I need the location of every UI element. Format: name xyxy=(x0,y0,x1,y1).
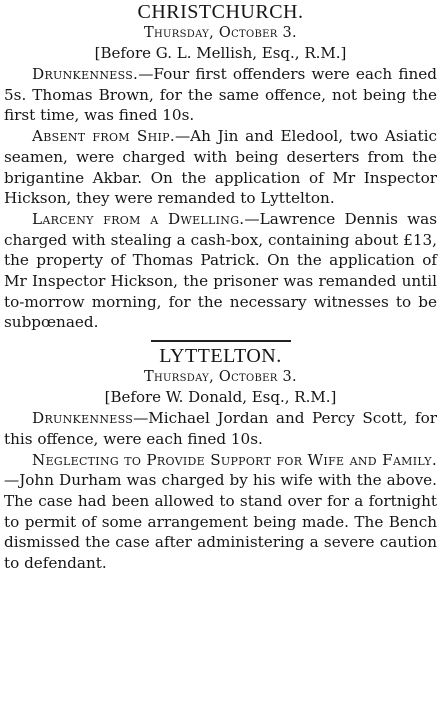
section-bench: [Before G. L. Mellish, Esq., R.M.] xyxy=(94,44,347,62)
entry-title: Drunkenness. xyxy=(32,65,139,83)
entry-text: —Four first offenders were each fined 5s. Thomas Brown, for the same offence, not being the first time, was fined 10s. xyxy=(4,65,437,125)
entry-neglecting-support xyxy=(4,450,437,574)
entry-drunkenness xyxy=(4,408,437,449)
entry-text: —Michael Jordan and Percy Scott, for this offence, were each fined 10s. xyxy=(4,409,437,448)
section-divider xyxy=(151,340,291,342)
entry-title: Larceny from a Dwelling. xyxy=(32,209,245,228)
entry-title: Drunkenness xyxy=(32,409,134,428)
section-heading: CHRISTCHURCH. xyxy=(137,1,304,23)
entry-text: —Ah Jin and Eledool, two Asiatic seamen, were charged with being deserters from the brigantine Akbar. On the application of Mr Inspector Hickson, they were remanded to Lyttelton. xyxy=(4,127,437,208)
entry-text: —Lawrence Dennis was charged with stealing a cash-box, containing about £13, the property of Thomas Patrick. On the application of Mr Inspector Hickson, the prisoner was remanded until to-morrow morning, for the necessary witnesses to be subpœnaed. xyxy=(4,209,437,332)
section-christchurch xyxy=(4,0,437,333)
section-lyttelton xyxy=(4,344,437,574)
newspaper-column xyxy=(4,0,437,574)
section-date: Thursday, October 3. xyxy=(144,369,297,386)
entry-larceny xyxy=(4,209,437,333)
entry-title: Absent from Ship. xyxy=(32,127,175,146)
entry-text: —John Durham was charged by his wife with the above. The case had been allowed to stand over for a fortnight to permit of some arrangement being made. The Bench dismissed the case after administering a severe caution to defendant. xyxy=(4,471,437,573)
section-heading: LYTTELTON. xyxy=(159,345,282,368)
entry-drunkenness xyxy=(4,64,437,126)
section-bench: [Before W. Donald, Esq., R.M.] xyxy=(104,388,337,407)
section-date: Thursday, October 3. xyxy=(144,25,297,41)
entry-absent-from-ship xyxy=(4,126,437,209)
entry-title: Neglecting to Provide Support for Wife and Family. xyxy=(32,450,437,469)
